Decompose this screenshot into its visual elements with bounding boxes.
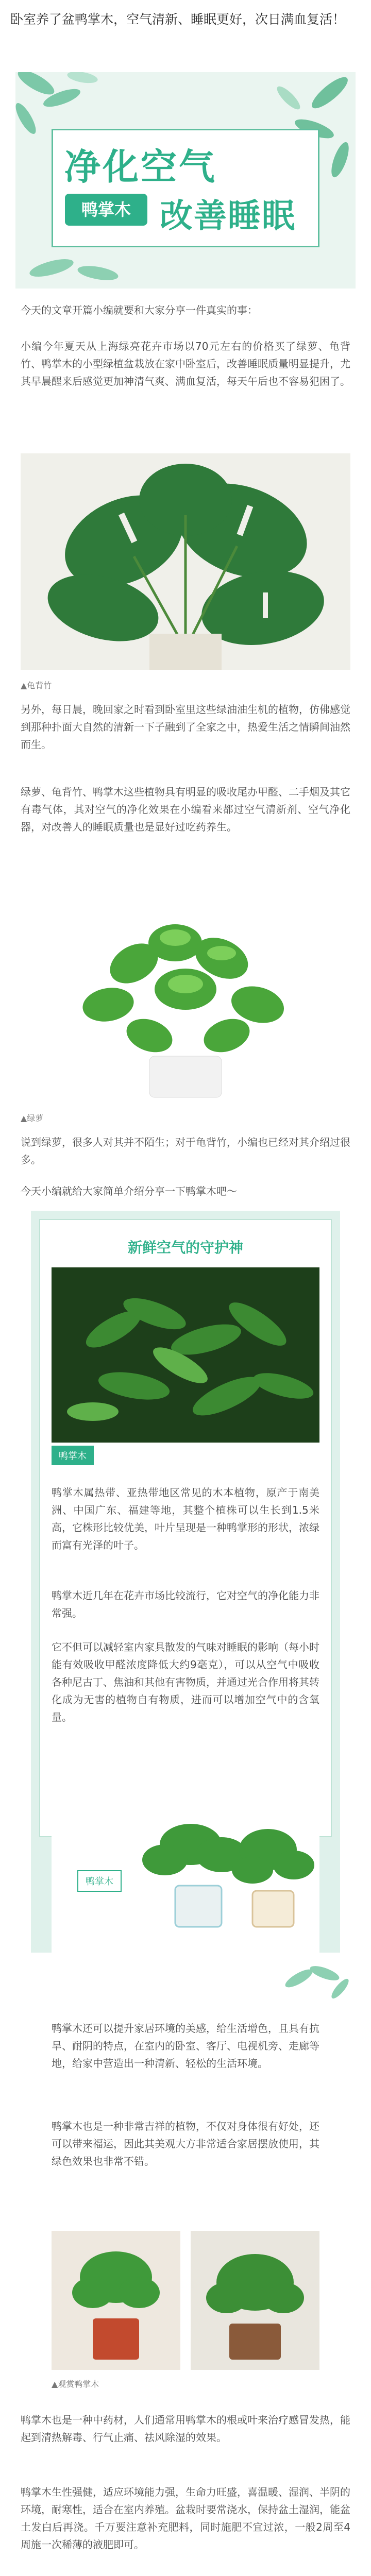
umbrella-tree-photo xyxy=(52,1267,319,1443)
paragraph: 鸭掌木生性强健，适应环境能力强，生命力旺盛，喜温暖、湿润、半阴的环境，耐寒性，适合在室内养殖。盆栽时要常浇水，保持盆土湿润，能盆土发白后再浇。千万要注意补充肥料，同时施肥不宜过浓，一般2周至4周施一次稀薄的液肥即可。 xyxy=(21,2486,350,2551)
pothos-photo xyxy=(21,886,350,1103)
photo-caption: ▲绿萝 xyxy=(21,1113,44,1123)
photo-caption: ▲龟背竹 xyxy=(21,681,52,690)
plant-illustration-icon xyxy=(52,2231,180,2370)
plant-illustration-icon xyxy=(191,2231,319,2370)
potted-plant-photo xyxy=(52,2231,180,2370)
paragraph: 鸭掌木属热带、亚热带地区常见的木本植物，原产于南美洲、中国广东、福建等地，其整个植株可以生长到1.5米高，它株形比较优美，叶片呈现是一种鸭掌形的形状，浓绿而富有光泽的叶子。 xyxy=(52,1486,319,1551)
paragraph: 鸭掌木近几年在花卉市场比较流行，它对空气的净化能力非常强。 xyxy=(52,1589,319,1619)
paragraph: 鸭掌木还可以提升家居环境的美感，给生活增色，且具有抗旱、耐阴的特点，在室内的卧室、客厅、电视机旁、走廊等地，给家中营造出一种清新、轻松的生活环境。 xyxy=(52,2022,319,2070)
paragraph: 另外，每日晨，晚回家之时看到卧室里这些绿油油生机的植物，仿佛感觉到那种扑面大自然的清新一下子融到了全家之中，热爱生活之情瞬间油然而生。 xyxy=(21,703,350,751)
paragraph: 今天的文章开篇小编就要和大家分享一件真实的事： xyxy=(21,304,258,316)
plant-illustration-icon xyxy=(21,453,350,670)
paragraph: 小编今年夏天从上海绿亮花卉市场以70元左右的价格买了绿萝、龟背竹、鸭掌木的小型绿植盆栽放在家中卧室后，改善睡眠质量明显提升，尤其早晨醒来后感觉更加神清气爽、满血复活，每天午后也不容易犯困了。 xyxy=(21,340,350,387)
plant-tag: 鸭掌木 xyxy=(77,1870,122,1892)
hero-title-line1: 净化空气 xyxy=(64,146,217,188)
monstera-photo xyxy=(21,453,350,670)
paragraph: 鸭掌木也是一种非常吉祥的植物，不仅对身体很有好处，还可以带来福运，因此其美观大方非常适合家居摆放使用，其绿色效果也非常不错。 xyxy=(52,2120,319,2167)
plant-illustration-icon xyxy=(52,1267,319,1443)
paragraph: 说到绿萝，很多人对其并不陌生；对于龟背竹，小编也已经对其介绍过很多。 xyxy=(21,1136,350,1166)
plant-tag: 鸭掌木 xyxy=(52,1446,94,1465)
potted-plant-photo xyxy=(191,2231,319,2370)
photo-caption: ▲观赏鸭掌木 xyxy=(52,2379,99,2389)
paragraph: 今天小编就给大家简单介绍分享一下鸭掌木吧～ xyxy=(21,1185,237,1197)
paragraph: 它不但可以减轻室内家具散发的气味对睡眠的影响（每小时能有效吸收甲醛浓度降低大约9毫克），可以从空气中吸收各种尼古丁、焦油和其他有害物质，并通过光合作用将其转化成为无害的植物自有物质，进而可以增加空气中的含氧量。 xyxy=(52,1641,319,1723)
panel-title: 新鲜空气的守护神 xyxy=(127,1239,243,1256)
paragraph: 鸭掌木也是一种中药材，人们通常用鸭掌木的根或叶来治疗感冒发热，能起到清热解毒、行气止痛、祛风除湿的效果。 xyxy=(21,2414,350,2444)
hero-banner xyxy=(15,72,356,289)
paragraph: 绿萝、龟背竹、鸭掌木这些植物具有明显的吸收尾办甲醛、二手烟及其它有毒气体，其对空气的净化效果在小编看来都过空气清新剂、空气净化器，对改善人的睡眠质量也是显好过吃药养生。 xyxy=(21,786,350,833)
hero-title-line2: 改善睡眠 xyxy=(160,197,296,235)
plant-illustration-icon xyxy=(21,886,350,1103)
hero-badge: 鸭掌木 xyxy=(65,194,147,226)
intro-text: 卧室养了盆鸭掌木，空气清新、睡眠更好，次日满血复活！ xyxy=(10,12,346,27)
leaf-decoration-icon xyxy=(278,1953,356,2004)
